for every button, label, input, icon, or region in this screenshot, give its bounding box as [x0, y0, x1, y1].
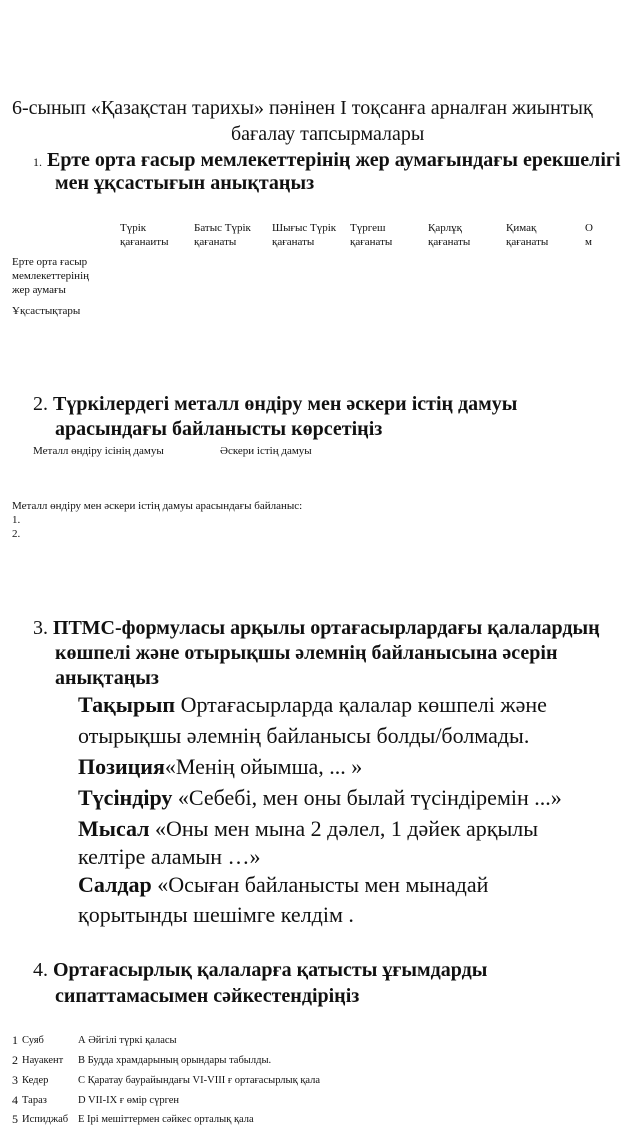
q2-relation-label: Металл өндіру мен әскери істің дамуы арасындағы байланыс: — [12, 500, 303, 512]
q3-example-text: «Оны мен мына 2 дәлел, 1 дәйек арқылы — [149, 816, 539, 841]
q3-position — [78, 752, 362, 782]
q1-row-territory: Ерте орта ғасыр мемлекеттерінің жер аумағы — [12, 256, 90, 296]
q3-topic — [78, 690, 547, 720]
q3-example-label: Мысал — [78, 816, 150, 841]
q3-example-text2: келтіре аламын …» — [78, 844, 261, 869]
q3-position-text: «Менің ойымша, ... » — [164, 754, 363, 779]
q3-line3: анықтаңыз — [55, 667, 159, 689]
q1-col-2: Батыс Түрік қағанаты — [194, 222, 251, 248]
q3-heading — [33, 615, 600, 642]
q2-col-metal: Металл өндіру ісінің дамуы — [33, 445, 164, 457]
q3-result-text2: қорытынды шешімге келдім . — [78, 902, 354, 927]
q2-line2: арасындағы байланысты көрсетіңіз — [55, 418, 383, 440]
q1-col-3: Шығыс Түрік қағанаты — [272, 222, 337, 248]
q2-line1: Түркілердегі металл өндіру мен әскери істің дамуы — [53, 393, 518, 415]
q1-col-6: Қимақ қағанаты — [506, 222, 549, 248]
q3-position-label: Позиция — [78, 754, 165, 779]
q2-heading — [33, 391, 517, 418]
q1-col-4: Түргеш қағанаты — [350, 222, 393, 248]
q1-line2: мен ұқсастығын анықтаңыз — [55, 172, 315, 194]
q1-col-1: Түрік қағанаиты — [120, 222, 169, 248]
q3-result-text: «Осыған байланысты мен мынадай — [151, 872, 489, 897]
q1-col-5: Қарлұқ қағанаты — [428, 222, 471, 248]
q2-col-military: Әскери істің дамуы — [220, 445, 312, 457]
q2-number: 2. — [33, 393, 48, 415]
q4-line2: сипаттамасымен сәйкестендіріңіз — [55, 985, 360, 1007]
page-subtitle: бағалау тапсырмалары — [231, 123, 425, 145]
q2-item-2: 2. — [12, 528, 21, 540]
q3-explain — [78, 783, 562, 813]
q3-topic-label: Тақырып — [78, 692, 176, 717]
q3-line1: ПТМС-формуласы арқылы ортағасырлардағы қалалардың — [53, 617, 600, 639]
q3-topic-text2: отырықшы әлемнің байланысы болды/болмады. — [78, 723, 530, 748]
q2-item-1: 1. — [12, 514, 21, 526]
q3-explain-text: «Себебі, мен оны былай түсіндіремін ...» — [172, 785, 562, 810]
q4-line1: Ортағасырлық қалаларға қатысты ұғымдарды — [53, 959, 488, 981]
q3-result — [78, 870, 488, 900]
q1-col-7: О м — [585, 222, 593, 248]
page-title: 6-сынып «Қазақстан тарихы» пәнінен І тоқсанға арналған жиынтық — [12, 97, 593, 119]
q3-example — [78, 814, 538, 844]
q3-number: 3. — [33, 617, 48, 639]
q3-result-label: Салдар — [78, 872, 152, 897]
q1-line1: Ерте орта ғасыр мемлекеттерінің жер аумағындағы ерекшелігі — [47, 149, 621, 171]
q4-number: 4. — [33, 959, 48, 981]
q3-explain-label: Түсіндіру — [78, 785, 173, 810]
q4-heading — [33, 957, 487, 984]
q1-number: 1. — [33, 155, 42, 169]
q3-topic-text: Ортағасырларда қалалар көшпелі және — [175, 692, 547, 717]
q1-row-similarities: Ұқсастықтары — [12, 305, 81, 317]
q3-line2: көшпелі және отырықшы әлемнің байланысына әсерін — [55, 642, 558, 664]
